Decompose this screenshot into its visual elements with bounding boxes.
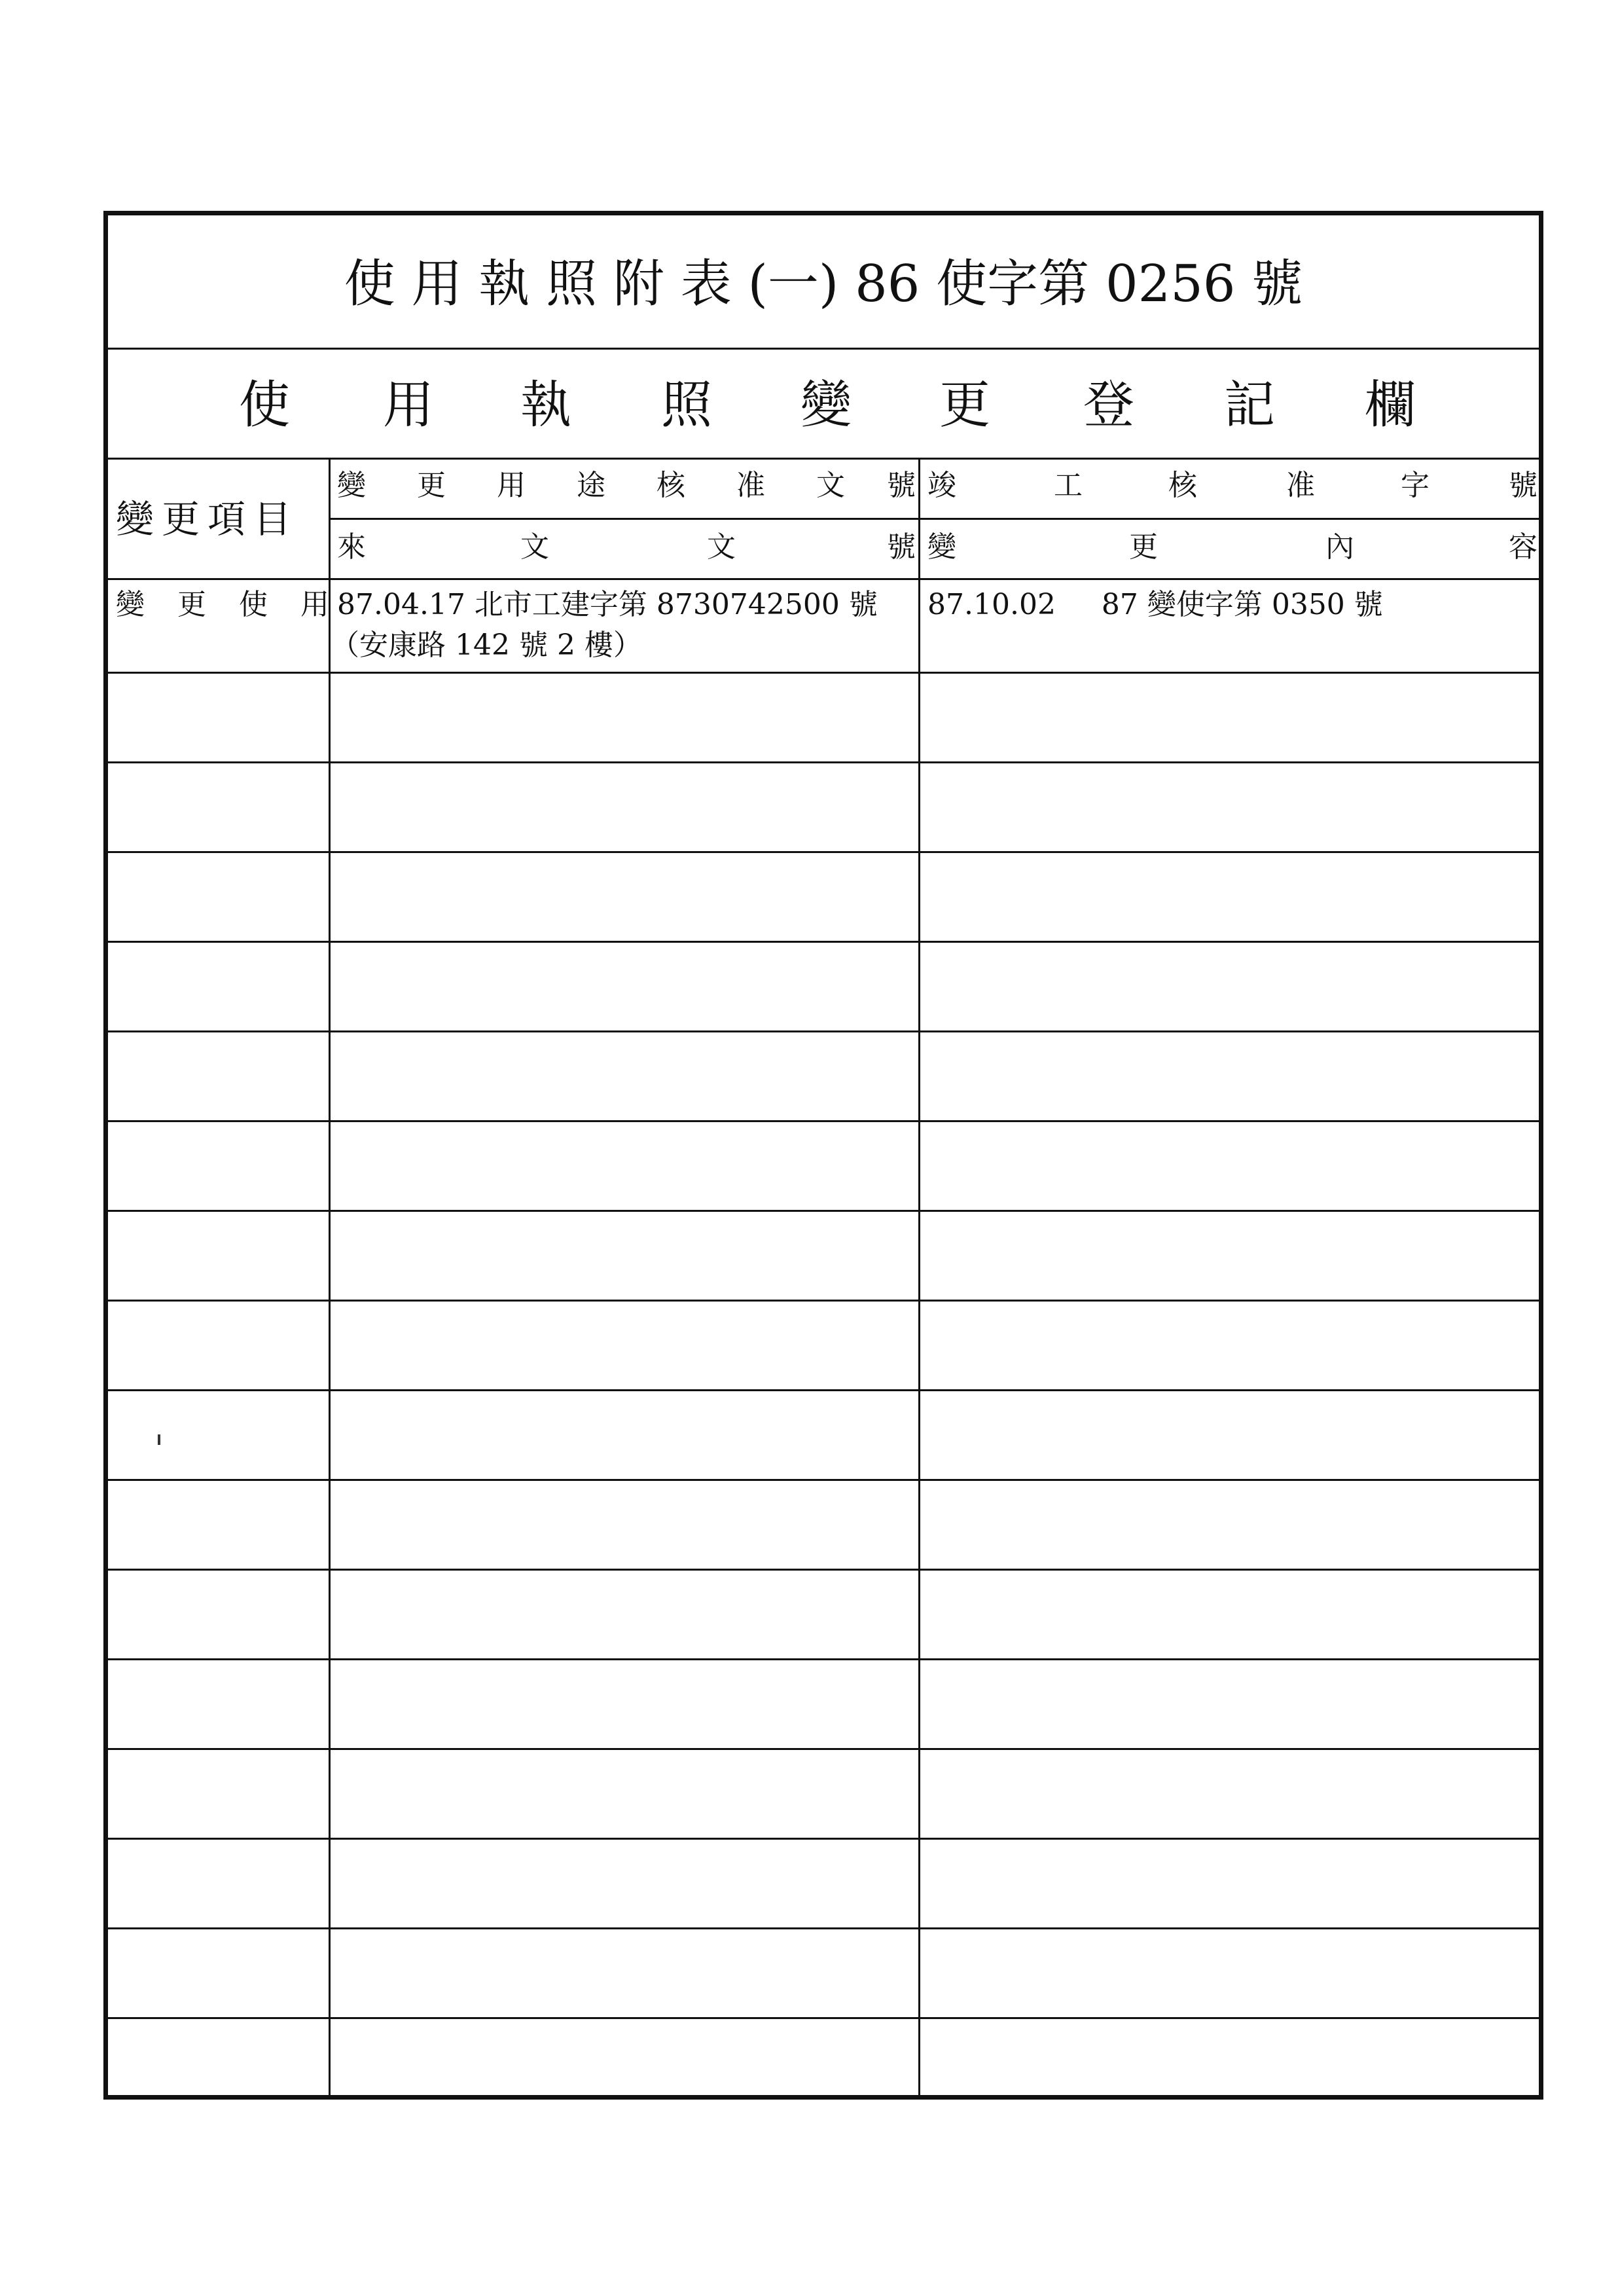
row-line xyxy=(108,1479,1539,1481)
header-char: 文 xyxy=(520,530,549,564)
section-title-char: 執 xyxy=(520,376,572,435)
header-char: 號 xyxy=(887,469,916,502)
scan-speck xyxy=(158,1434,160,1445)
header-char: 竣 xyxy=(927,469,956,502)
section-title-char: 照 xyxy=(661,376,713,435)
header-char: 號 xyxy=(1509,469,1537,502)
section-title-char: 登 xyxy=(1083,376,1135,435)
header-char: 准 xyxy=(736,469,765,502)
usage-license-form xyxy=(103,211,1543,2100)
section-title-char: 用 xyxy=(383,376,435,435)
row-line xyxy=(108,672,1539,674)
header-char: 核 xyxy=(1168,469,1197,502)
header-bottom-line xyxy=(108,578,1539,580)
header-char: 變 xyxy=(337,469,366,502)
header-char: 字 xyxy=(1401,469,1429,502)
header-char: 文 xyxy=(707,530,736,564)
row-line xyxy=(108,1658,1539,1660)
row-line xyxy=(108,851,1539,853)
header-char: 號 xyxy=(887,530,916,564)
column-divider xyxy=(329,458,331,2095)
form-title: 使 用 執 照 附 表 (一) 86 使字第 0256 號 xyxy=(344,255,1303,314)
section-title-char: 使 xyxy=(239,376,291,435)
header-char: 變 xyxy=(927,530,956,564)
header-char: 准 xyxy=(1286,469,1315,502)
change-item: 變 更 使 用 xyxy=(116,588,341,621)
row-line xyxy=(108,1927,1539,1929)
row-line xyxy=(108,941,1539,943)
header-subdivider xyxy=(329,518,1539,520)
header-char: 用 xyxy=(497,469,526,502)
approval-address: （安康路 142 號 2 樓） xyxy=(331,629,642,662)
row-line xyxy=(108,1389,1539,1391)
header-char: 更 xyxy=(417,469,446,502)
row-line xyxy=(108,2017,1539,2019)
header-char: 核 xyxy=(656,469,685,502)
row-line xyxy=(108,1569,1539,1571)
row-line xyxy=(108,1748,1539,1750)
section-title-char: 變 xyxy=(800,376,852,435)
approval-doc-number: 87.04.17 北市工建字第 8730742500 號 xyxy=(337,588,878,621)
row-line xyxy=(108,1030,1539,1032)
row-line xyxy=(108,761,1539,763)
header-char: 工 xyxy=(1054,469,1083,502)
row-line xyxy=(108,1838,1539,1840)
row-line xyxy=(108,1210,1539,1212)
header-char: 途 xyxy=(577,469,605,502)
row-line xyxy=(108,1300,1539,1302)
header-char: 來 xyxy=(337,530,366,564)
completion-number: 87.10.02 87 變使字第 0350 號 xyxy=(927,588,1383,621)
column-divider xyxy=(918,458,920,2095)
header-char: 更 xyxy=(1129,530,1158,564)
header-char: 文 xyxy=(816,469,845,502)
section-title-char: 更 xyxy=(939,376,991,435)
divider xyxy=(108,458,1539,460)
section-title-char: 記 xyxy=(1224,376,1276,435)
header-char: 容 xyxy=(1509,530,1537,564)
row-line xyxy=(108,1120,1539,1122)
header-item: 變更項目 xyxy=(116,497,300,541)
divider xyxy=(108,348,1539,350)
header-char: 內 xyxy=(1325,530,1354,564)
section-title-char: 欄 xyxy=(1365,376,1416,435)
